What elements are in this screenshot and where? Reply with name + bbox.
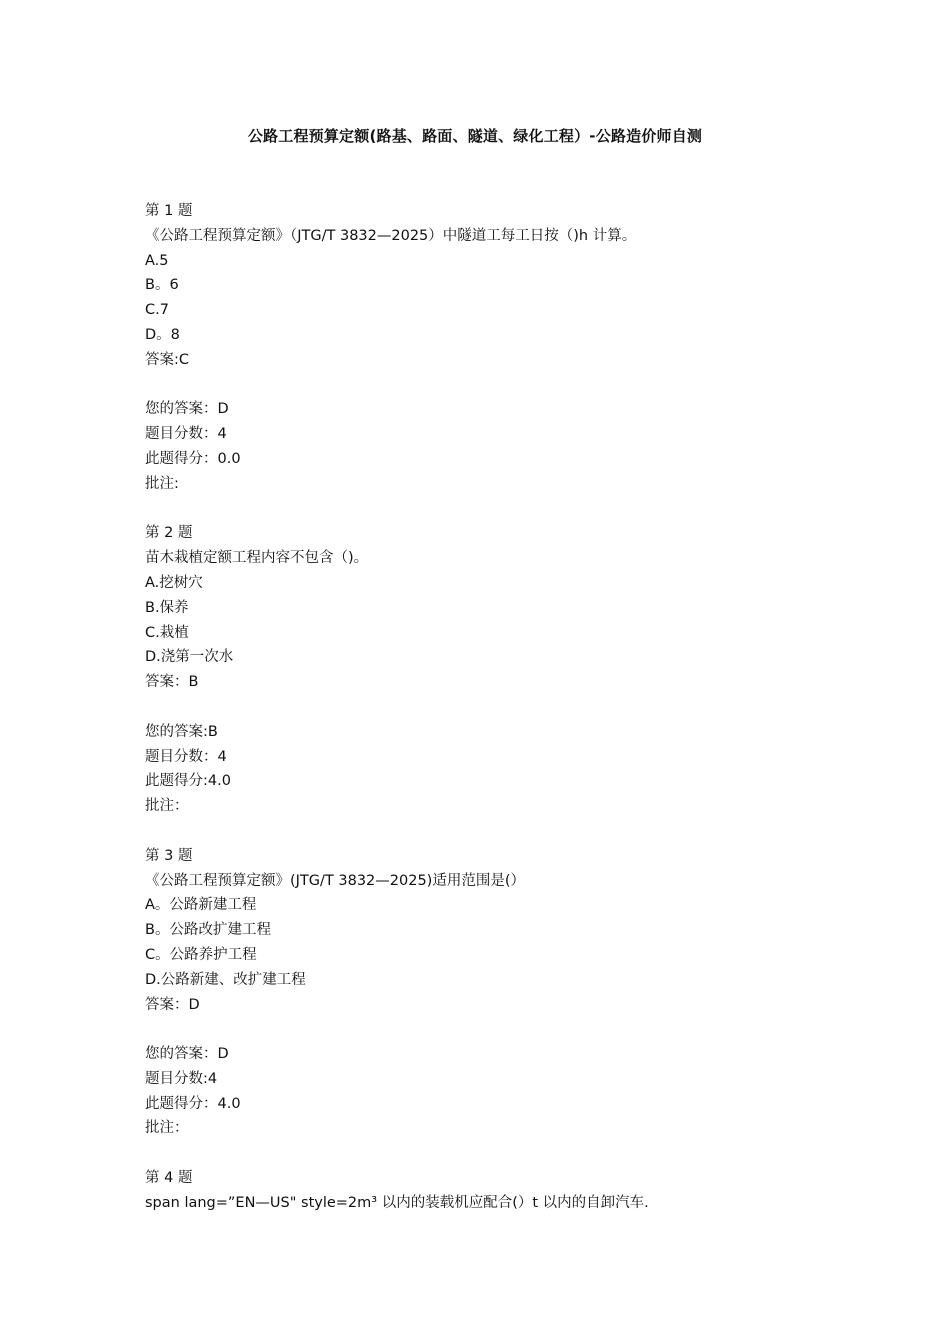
- question-4: [145, 1166, 845, 1216]
- question-comment: 批注：: [145, 798, 189, 815]
- question-3: [145, 844, 845, 1166]
- option-a: A.挖树穴: [145, 574, 203, 591]
- option-d: D。8: [145, 326, 180, 343]
- question-score: 此题得分：0.0: [145, 450, 241, 467]
- correct-answer: 答案:C: [145, 351, 190, 368]
- spacer: [145, 497, 845, 522]
- your-answer: 您的答案：D: [145, 401, 229, 418]
- option-b: B。公路改扩建工程: [145, 922, 271, 939]
- question-list: [145, 199, 845, 1216]
- spacer: [145, 819, 845, 844]
- option-a: A。公路新建工程: [145, 897, 257, 914]
- spacer: [145, 373, 845, 398]
- your-answer: 您的答案:B: [145, 723, 218, 740]
- spacer: [145, 1141, 845, 1166]
- question-points: 题目分数：4: [145, 748, 227, 765]
- question-stem: span lang=”EN—US" style=2m³ 以内的装载机应配合(）t 以内的自卸汽车.: [145, 1194, 649, 1211]
- question-score: 此题得分：4.0: [145, 1095, 241, 1112]
- question-1: [145, 199, 845, 521]
- option-c: C。公路养护工程: [145, 946, 257, 963]
- option-c: C.栽植: [145, 624, 189, 641]
- question-points: 题目分数：4: [145, 426, 227, 443]
- spacer: [145, 695, 845, 720]
- option-d: D.浇第一次水: [145, 649, 234, 666]
- question-stem: 苗木栽植定额工程内容不包含（)。: [145, 550, 369, 567]
- question-score: 此题得分:4.0: [145, 773, 231, 790]
- question-points: 题目分数:4: [145, 1070, 218, 1087]
- option-c: C.7: [145, 302, 169, 319]
- question-heading: 第 3 题: [145, 847, 193, 864]
- correct-answer: 答案：D: [145, 996, 200, 1013]
- question-comment: 批注:: [145, 475, 179, 492]
- option-b: B。6: [145, 277, 179, 294]
- option-b: B.保养: [145, 599, 189, 616]
- option-d: D.公路新建、改扩建工程: [145, 971, 306, 988]
- correct-answer: 答案：B: [145, 674, 199, 691]
- question-heading: 第 4 题: [145, 1170, 193, 1187]
- question-heading: 第 1 题: [145, 203, 193, 219]
- spacer: [145, 1017, 845, 1042]
- your-answer: 您的答案：D: [145, 1046, 229, 1063]
- question-comment: 批注：: [145, 1120, 189, 1137]
- document-title: 公路工程预算定额(路基、路面、隧道、绿化工程）-公路造价师自测: [247, 127, 703, 145]
- question-stem: 《公路工程预算定额》(JTG/T 3832—2025)适用范围是(）: [145, 872, 525, 889]
- question-heading: 第 2 题: [145, 525, 193, 542]
- question-2: [145, 521, 845, 843]
- question-stem: 《公路工程预算定额》（JTG/T 3832—2025）中隧道工每工日按（)h 计算。: [145, 227, 637, 244]
- option-a: A.5: [145, 252, 169, 269]
